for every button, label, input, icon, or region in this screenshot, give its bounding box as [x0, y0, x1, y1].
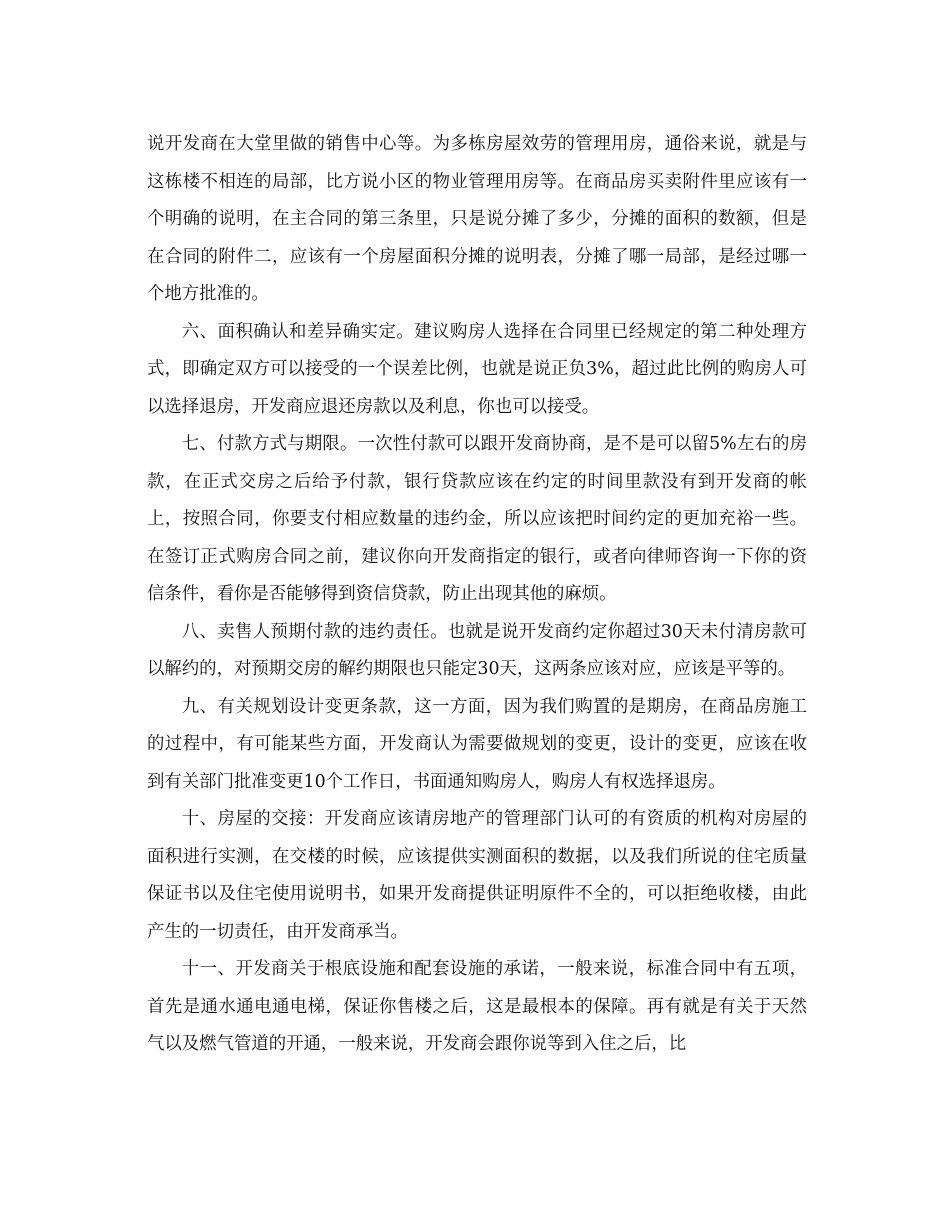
paragraph-continuation: 说开发商在大堂里做的销售中心等。为多栋房屋效劳的管理用房，通俗来说，就是与这栋楼不相连的局部，比方说小区的物业管理用房等。在商品房买卖附件里应该有一个明确的说明，在主合同的第三条里，只是说分摊了多少，分摊的面积的数额，但是在合同的附件二，应该有一个房屋面积分摊的说明表，分摊了哪一局部，是经过哪一个地方批准的。: [147, 134, 807, 304]
document-page: [147, 126, 807, 1064]
paragraph-area-confirmation: 六、面积确认和差异确实定。建议购房人选择在合同里已经规定的第二种处理方式，即确定双方可以接受的一个误差比例，也就是说正负3%，超过此比例的购房人可以选择退房，开发商应退还房款以及利息，你也可以接受。: [147, 321, 807, 417]
paragraph-infrastructure-commitment: 十一、开发商关于根底设施和配套设施的承诺，一般来说，标准合同中有五项，首先是通水通电通电梯，保证你售楼之后，这是最根本的保障。再有就是有关于天然气以及燃气管道的开通，一般来说，开发商会跟你说等到入住之后，比: [147, 959, 807, 1054]
paragraph-design-change: 九、有关规划设计变更条款，这一方面，因为我们购置的是期房，在商品房施工的过程中，有可能某些方面，开发商认为需要做规划的变更，设计的变更，应该在收到有关部门批准变更10个工作日，书面通知购房人，购房人有权选择退房。: [147, 696, 807, 792]
paragraph-house-handover: 十、房屋的交接：开发商应该请房地产的管理部门认可的有资质的机构对房屋的面积进行实测，在交楼的时候，应该提供实测面积的数据，以及我们所说的住宅质量保证书以及住宅使用说明书，如果开发商提供证明原件不全的，可以拒绝收楼，由此产生的一切责任，由开发商承当。: [147, 809, 807, 942]
paragraph-payment-terms: 七、付款方式与期限。一次性付款可以跟开发商协商，是不是可以留5%左右的房款，在正式交房之后给予付款，银行贷款应该在约定的时间里款没有到开发商的帐上，按照合同，你要支付相应数量的违约金，所以应该把时间约定的更加充裕一些。在签订正式购房合同之前，建议你向开发商指定的银行，或者向律师咨询一下你的资信条件，看你是否能够得到资信贷款，防止出现其他的麻烦。: [147, 434, 807, 604]
paragraph-late-payment-liability: 八、卖售人预期付款的违约责任。也就是说开发商约定你超过30天未付清房款可以解约的，对预期交房的解约期限也只能定30天，这两条应该对应，应该是平等的。: [147, 621, 807, 679]
